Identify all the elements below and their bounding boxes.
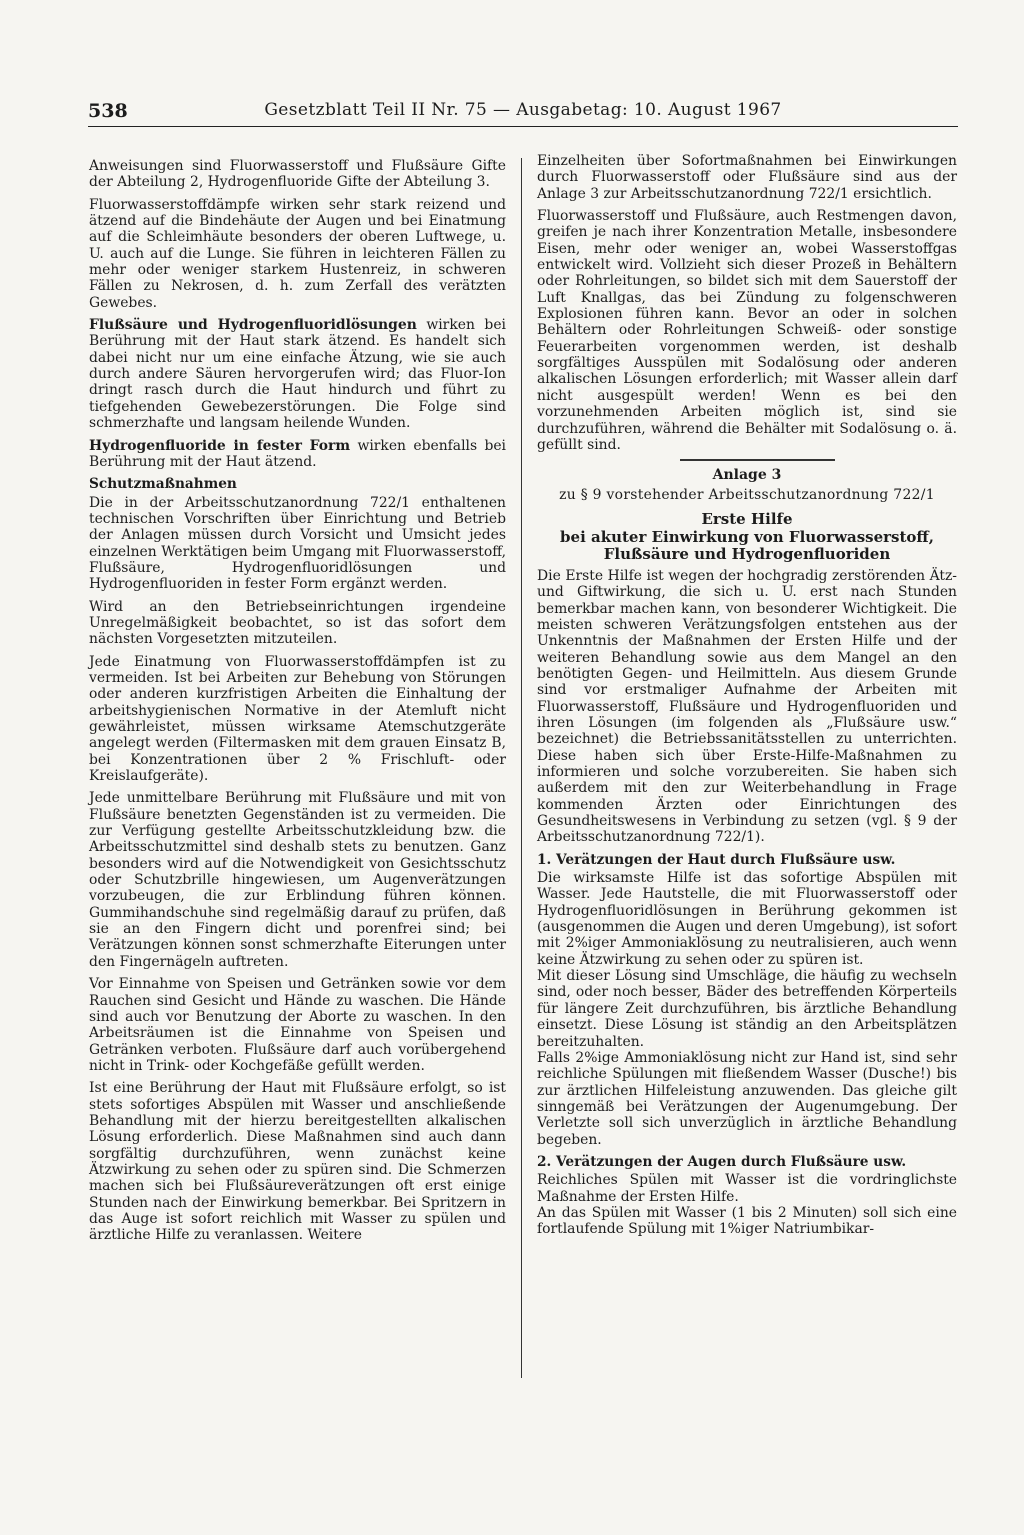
paragraph: Falls 2%ige Ammoniaklösung nicht zur Hand ist, sind sehr reichliche Spülungen mit fließendem Wasser (Dusche!) bis zur ärztlichen Hilfeleistung anzuwenden. Das gleiche gilt sinngemäß bei Verätzungen der Augenumgebung. Der Verletzte soll sich unverzüglich in ärztliche Behandlung begeben. bbox=[537, 1049, 957, 1148]
left-column bbox=[89, 158, 506, 1244]
right-column bbox=[537, 153, 957, 1238]
paragraph: Fluorwasserstoff und Flußsäure, auch Restmengen davon, greifen je nach ihrer Konzentration Metalle, insbesondere Eisen, mehr oder weniger an, wobei Wasserstoffgas entwickelt wird. Vollzieht sich dieser Prozeß in Behältern oder Rohrleitungen, so bildet sich mit dem Sauerstoff der Luft Knallgas, das bei Zündung zu folgenschweren Explosionen führen kann. Bevor an oder in solchen Behältern oder Rohrleitungen Schweiß- oder sonstige Feuerarbeiten vorgenommen werden, ist deshalb sorgfältiges Ausspülen mit Sodalösung oder anderen alkalischen Lösungen erforderlich; mit Wasser allein darf nicht ausgespült werden! Wenn es bei den vorzunehmenden Arbeiten möglich ist, sind sie durchzuführen, während die Behälter mit Sodalösung o. ä. gefüllt sind. bbox=[537, 208, 957, 453]
paragraph: Reichliches Spülen mit Wasser ist die vordringlichste Maßnahme der Ersten Hilfe. bbox=[537, 1172, 957, 1205]
paragraph: Mit dieser Lösung sind Umschläge, die häufig zu wechseln sind, oder noch besser, Bäder des betreffenden Körperteils für längere Zeit durchzuführen, bis ärztliche Behandlung einsetzt. Diese Lösung ist ständig an den Arbeitsplätzen bereitzuhalten. bbox=[537, 968, 957, 1050]
bold-lead: Flußsäure und Hydrogenfluoridlösungen bbox=[89, 317, 417, 334]
annex-heading-line: bei akuter Einwirkung von Fluorwasserstoff, bbox=[560, 527, 934, 546]
section-heading: 2. Verätzungen der Augen durch Flußsäure usw. bbox=[537, 1153, 907, 1170]
paragraph: Jede unmittelbare Berührung mit Flußsäure und mit von Flußsäure benetzten Gegenständen ist zu vermeiden. Die zur Verfügung gestellte Arbeitsschutzkleidung bzw. die Arbeitsschutzmittel sind deshalb stets zu benutzen. Ganz besonders wird auf die Notwendigkeit von Gesichtsschutz oder Schutzbrille hingewiesen, um Augenverätzungen vorzubeugen, die zur Erblindung führen können. Gummihandschuhe sind regelmäßig darauf zu prüfen, daß sie an den Fingern dicht und porenfrei sind; bei Verätzungen können sonst schmerzhafte Eiterungen unter den Fingernägeln auftreten. bbox=[89, 790, 506, 970]
paragraph bbox=[89, 317, 506, 431]
paragraph: Anweisungen sind Fluorwasserstoff und Flußsäure Gifte der Abteilung 2, Hydrogenfluoride Gifte der Abteilung 3. bbox=[89, 158, 506, 191]
page-number: 538 bbox=[88, 100, 128, 122]
paragraph: Ist eine Berührung der Haut mit Flußsäure erfolgt, so ist stets sofortiges Abspülen mit Wasser und anschließende Behandlung mit der hierzu bereitgestellten alkalischen Lösung erforderlich. Diese Maßnahmen sind auch dann sorgfältig durchzuführen, wenn zunächst keine Ätzwirkung zu sehen oder zu spüren sind. Die Schmerzen machen sich bei Flußsäureverätzungen oft erst einige Stunden nach der Einwirkung bemerkbar. Bei Spritzern in das Auge ist sofort reichlich mit Wasser zu spülen und ärztliche Hilfe zu veranlassen. Weitere bbox=[89, 1080, 506, 1244]
column-divider bbox=[521, 158, 522, 1378]
paragraph-text: wirken bei Berührung mit der Haut stark ätzend. Es handelt sich dabei nicht nur um eine einfache Ätzung, wie sie auch durch andere Säuren hervorgerufen wird; das Fluor-Ion dringt rasch durch die Haut hindurch und führt zu tiefgehenden Gewebezerstörungen. Die Folge sind schmerzhafte und langsam heilende Wunden. bbox=[89, 317, 506, 432]
paragraph: Einzelheiten über Sofortmaßnahmen bei Einwirkungen durch Fluorwasserstoff oder Flußsäure sind aus der Anlage 3 zur Arbeitsschutzanordnung 722/1 ersichtlich. bbox=[537, 153, 957, 202]
section-heading: 1. Verätzungen der Haut durch Flußsäure usw. bbox=[537, 851, 896, 868]
paragraph: Die in der Arbeitsschutzanordnung 722/1 enthaltenen technischen Vorschriften über Einrichtung und Betrieb der Anlagen müssen durch Vorsicht und Umsicht jedes einzelnen Werktätigen beim Umgang mit Fluorwasserstoff, Flußsäure, Hydrogenfluoridlösungen und Hydrogenfluoriden in fester Form ergänzt werden. bbox=[89, 494, 506, 593]
paragraph: Wird an den Betriebseinrichtungen irgendeine Unregelmäßigkeit beobachtet, so ist das sofort dem nächsten Vorgesetzten mitzuteilen. bbox=[89, 598, 506, 648]
paragraph-text: wirken ebenfalls bei Berührung mit der Haut ätzend. bbox=[89, 437, 506, 470]
paragraph: An das Spülen mit Wasser (1 bis 2 Minuten) soll sich eine fortlaufende Spülung mit 1%iger Natriumbikar- bbox=[537, 1204, 957, 1238]
paragraph: Die wirksamste Hilfe ist das sofortige Abspülen mit Wasser. Jede Hautstelle, die mit Fluorwasserstoff oder Hydrogenfluoridlösungen in Berührung gekommen ist (ausgenommen die Augen und deren Umgebung), ist sofort mit 2%iger Ammoniaklösung zu neutralisieren, auch wenn keine Ätzwirkung zu sehen oder zu spüren ist. bbox=[537, 870, 957, 968]
annex-heading bbox=[537, 511, 957, 564]
paragraph: Die Erste Hilfe ist wegen der hochgradig zerstörenden Ätz- und Giftwirkung, die sich u. U. erst nach Stunden bemerkbar machen kann, von besonderer Wichtigkeit. Die meisten schweren Verätzungsfolgen entstehen aus der Unkenntnis der Maßnahmen der Ersten Hilfe und der weiteren Behandlung sowie aus dem Mangel an den benötigten Gegen- und Heilmitteln. Aus diesem Grunde sind vor erstmaliger Aufnahme der Arbeiten mit Fluorwasserstoff, Flußsäure und Hydrogenfluoriden und ihren Lösungen (im folgenden als „Flußsäure usw.“ bezeichnet) die Betriebssanitätsstellen zu unterrichten. Diese haben sich über Erste-Hilfe-Maßnahmen zu informieren und solche vorzubereiten. Sie haben sich außerdem mit den zur Weiterbehandlung in Frage kommenden Ärzten oder Einrichtungen des Gesundheitswesens in Verbindung zu setzen (vgl. § 9 der Arbeitsschutzanordnung 722/1). bbox=[537, 567, 957, 846]
paragraph: Jede Einatmung von Fluorwasserstoffdämpfen ist zu vermeiden. Ist bei Arbeiten zur Behebung von Störungen oder anderen kurzfristigen Arbeiten die Einhaltung der arbeitshygienischen Normative in der Atemluft nicht gewährleistet, müssen wirksame Atemschutzgeräte angelegt werden (Filtermasken mit dem grauen Einsatz B, bei Konzentrationen über 2 % Frischluft- oder Kreislaufgeräte). bbox=[89, 653, 506, 785]
annex-reference: zu § 9 vorstehender Arbeitsschutzanordnung 722/1 bbox=[559, 487, 935, 504]
paragraph bbox=[89, 438, 506, 471]
annex-title: Anlage 3 bbox=[712, 466, 782, 483]
section-divider bbox=[680, 459, 835, 461]
paragraph: Fluorwasserstoffdämpfe wirken sehr stark reizend und ätzend auf die Bindehäute der Augen und bei Einatmung auf die Schleimhäute besonders der oberen Luftwege, u. U. auch auf die Lunge. Sie führen in leichteren Fällen zu mehr oder weniger starkem Hustenreiz, in schweren Fällen zu Nekrosen, d. h. zum Zerfall des verätzten Gewebes. bbox=[89, 196, 506, 311]
running-title: Gesetzblatt Teil II Nr. 75 — Ausgabetag: 10. August 1967 bbox=[264, 100, 782, 120]
section-heading: Schutzmaßnahmen bbox=[89, 476, 237, 493]
paragraph: Vor Einnahme von Speisen und Getränken sowie vor dem Rauchen sind Gesicht und Hände zu waschen. Die Hände sind auch vor Benutzung der Aborte zu waschen. In den Arbeitsräumen ist die Einnahme von Speisen und Getränken verboten. Flußsäure darf auch vorübergehend nicht in Trink- oder Kochgefäße gefüllt werden. bbox=[89, 976, 506, 1074]
annex-heading-line: Erste Hilfe bbox=[701, 510, 793, 529]
annex-heading-line: Flußsäure und Hydrogenfluoriden bbox=[603, 545, 891, 564]
page-header bbox=[88, 100, 958, 127]
bold-lead: Hydrogenfluoride in fester Form bbox=[89, 437, 351, 454]
